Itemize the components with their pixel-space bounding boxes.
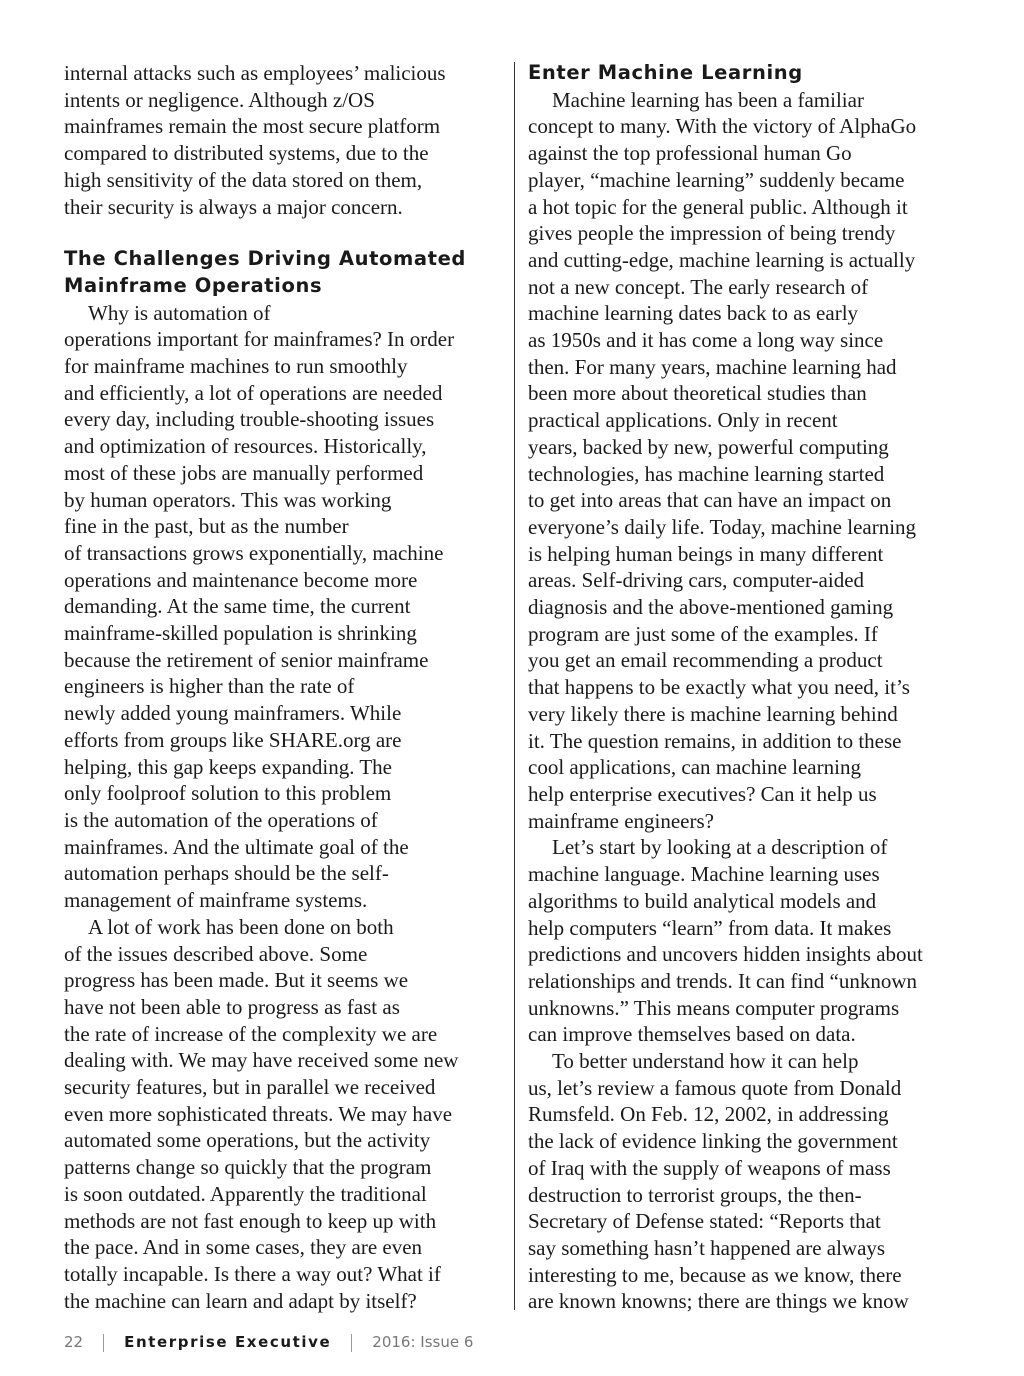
text-line: of transactions grows exponentially, machine: [64, 540, 444, 565]
text-line: then. For many years, machine learning had: [528, 354, 897, 379]
text-line: interesting to me, because as we know, there: [528, 1262, 902, 1287]
publication-title: Enterprise Executive: [124, 1333, 332, 1351]
paragraph-why-automation: [64, 300, 504, 914]
text-line: a hot topic for the general public. Although it: [528, 194, 908, 219]
text-line: by human operators. This was working: [64, 487, 392, 512]
text-line: can improve themselves based on data.: [528, 1022, 856, 1047]
text-line: machine language. Machine learning uses: [528, 862, 880, 887]
text-line: say something hasn’t happened are always: [528, 1235, 886, 1260]
text-line: patterns change so quickly that the program: [64, 1155, 432, 1180]
text-line: automation perhaps should be the self-: [64, 861, 389, 886]
left-column: [64, 60, 504, 1314]
text-line: because the retirement of senior mainframe: [64, 647, 429, 672]
text-line: To better understand how it can help: [552, 1049, 859, 1074]
text-line: relationships and trends. It can find “unknown: [528, 968, 917, 993]
heading-line: The Challenges Driving Automated: [64, 247, 466, 271]
text-line: operations important for mainframes? In order: [64, 327, 455, 352]
text-line: the rate of increase of the complexity we are: [64, 1021, 438, 1046]
text-line: Rumsfeld. On Feb. 12, 2002, in addressing: [528, 1102, 889, 1127]
text-line: been more about theoretical studies than: [528, 381, 867, 406]
text-line: Why is automation of: [88, 300, 271, 325]
text-line: and optimization of resources. Historically,: [64, 434, 427, 459]
text-line: gives people the impression of being trendy: [528, 221, 896, 246]
text-line: areas. Self-driving cars, computer-aided: [528, 568, 865, 593]
section-heading-challenges: [64, 246, 504, 299]
text-line: of the issues described above. Some: [64, 941, 368, 966]
heading-line: Mainframe Operations: [64, 273, 323, 297]
column-divider: [514, 62, 515, 1310]
text-line: years, backed by new, powerful computing: [528, 434, 889, 459]
right-column: [528, 60, 968, 1315]
text-line: high sensitivity of the data stored on them,: [64, 167, 423, 192]
text-line: player, “machine learning” suddenly became: [528, 167, 905, 192]
text-line: demanding. At the same time, the current: [64, 594, 411, 619]
text-line: management of mainframe systems.: [64, 888, 368, 913]
text-line: for mainframe machines to run smoothly: [64, 354, 408, 379]
text-line: newly added young mainframers. While: [64, 701, 402, 726]
text-line: are known knowns; there are things we know: [528, 1289, 909, 1314]
text-line: mainframes. And the ultimate goal of the: [64, 834, 409, 859]
text-line: mainframe-skilled population is shrinking: [64, 621, 417, 646]
text-line: everyone’s daily life. Today, machine learning: [528, 514, 917, 539]
text-line: help enterprise executives? Can it help us: [528, 781, 877, 806]
text-line: only foolproof solution to this problem: [64, 781, 392, 806]
text-line: efforts from groups like SHARE.org are: [64, 727, 402, 752]
text-line: Let’s start by looking at a description of: [552, 835, 888, 860]
text-line: Machine learning has been a familiar: [552, 87, 864, 112]
text-line: most of these jobs are manually performed: [64, 460, 424, 485]
text-line: their security is always a major concern.: [64, 194, 403, 219]
text-line: technologies, has machine learning started: [528, 461, 885, 486]
text-line: is the automation of the operations of: [64, 807, 378, 832]
text-line: cool applications, can machine learning: [528, 755, 861, 780]
text-line: operations and maintenance become more: [64, 567, 418, 592]
text-line: that happens to be exactly what you need, it’s: [528, 675, 910, 700]
text-line: as 1950s and it has come a long way since: [528, 328, 884, 353]
text-line: is soon outdated. Apparently the traditional: [64, 1181, 427, 1206]
text-line: even more sophisticated threats. We may have: [64, 1101, 453, 1126]
section-heading-machine-learning: Enter Machine Learning: [528, 61, 803, 84]
text-line: unknowns.” This means computer programs: [528, 995, 900, 1020]
text-line: destruction to terrorist groups, the then-: [528, 1182, 862, 1207]
text-line: progress has been made. But it seems we: [64, 968, 409, 993]
text-line: the machine can learn and adapt by itself?: [64, 1288, 417, 1313]
text-line: Secretary of Defense stated: “Reports that: [528, 1209, 881, 1234]
text-line: compared to distributed systems, due to the: [64, 141, 429, 166]
page-number: 22: [64, 1333, 84, 1351]
text-line: to get into areas that can have an impact on: [528, 488, 892, 513]
text-line: methods are not fast enough to keep up with: [64, 1208, 437, 1233]
text-line: fine in the past, but as the number: [64, 514, 349, 539]
text-line: and cutting-edge, machine learning is actually: [528, 247, 916, 272]
intro-paragraph: [64, 60, 504, 220]
text-line: mainframe engineers?: [528, 808, 714, 833]
text-line: engineers is higher than the rate of: [64, 674, 355, 699]
paragraph-familiar-concept: [528, 87, 968, 835]
text-line: dealing with. We may have received some new: [64, 1048, 459, 1073]
text-line: very likely there is machine learning behind: [528, 701, 898, 726]
paragraph-rumsfeld-quote: [528, 1048, 968, 1315]
text-line: you get an email recommending a product: [528, 648, 883, 673]
text-line: us, let’s review a famous quote from Donald: [528, 1075, 902, 1100]
text-line: machine learning dates back to as early: [528, 301, 859, 326]
section-gap: [64, 220, 504, 246]
text-line: A lot of work has been done on both: [88, 914, 394, 939]
text-line: totally incapable. Is there a way out? What if: [64, 1261, 441, 1286]
text-line: and efficiently, a lot of operations are needed: [64, 380, 443, 405]
text-line: have not been able to progress as fast as: [64, 994, 400, 1019]
footer-divider: [351, 1334, 352, 1352]
text-line: against the top professional human Go: [528, 141, 852, 166]
text-line: it. The question remains, in addition to these: [528, 728, 902, 753]
page-footer: [64, 1333, 473, 1352]
text-line: concept to many. With the victory of AlphaGo: [528, 114, 917, 139]
footer-divider: [103, 1334, 104, 1352]
text-line: predictions and uncovers hidden insights about: [528, 942, 923, 967]
text-line: program are just some of the examples. If: [528, 621, 878, 646]
text-line: is helping human beings in many different: [528, 541, 884, 566]
issue-label: 2016: Issue 6: [372, 1333, 474, 1351]
text-line: diagnosis and the above-mentioned gaming: [528, 595, 894, 620]
text-line: help computers “learn” from data. It makes: [528, 915, 892, 940]
paragraph-description: [528, 834, 968, 1048]
text-line: practical applications. Only in recent: [528, 408, 838, 433]
text-line: the pace. And in some cases, they are even: [64, 1235, 423, 1260]
text-line: every day, including trouble-shooting issues: [64, 407, 435, 432]
text-line: not a new concept. The early research of: [528, 274, 869, 299]
text-line: the lack of evidence linking the government: [528, 1129, 898, 1154]
text-line: internal attacks such as employees’ malicious: [64, 61, 446, 85]
text-line: mainframes remain the most secure platform: [64, 114, 441, 139]
text-line: helping, this gap keeps expanding. The: [64, 754, 392, 779]
text-line: automated some operations, but the activity: [64, 1128, 431, 1153]
text-line: intents or negligence. Although z/OS: [64, 87, 375, 112]
text-line: algorithms to build analytical models and: [528, 888, 877, 913]
text-line: of Iraq with the supply of weapons of mass: [528, 1155, 891, 1180]
text-line: security features, but in parallel we received: [64, 1075, 436, 1100]
paragraph-work-done: [64, 914, 504, 1315]
